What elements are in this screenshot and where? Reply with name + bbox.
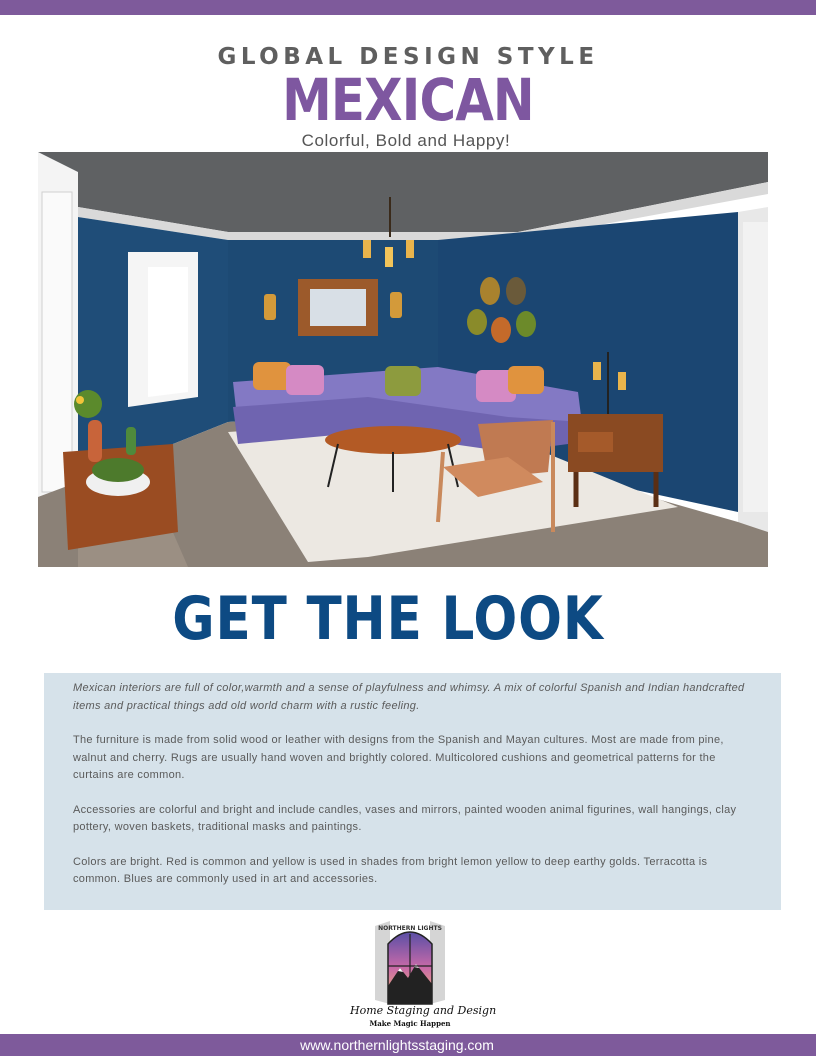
coffee-table: [325, 426, 461, 454]
page-kicker: GLOBAL DESIGN STYLE: [217, 44, 599, 70]
logo-window-icon: [350, 916, 470, 1006]
description-box: [44, 673, 781, 910]
company-logo: [350, 916, 497, 1031]
intro-paragraph: Mexican interiors are full of color,warmth and a sense of playfulness and whimsy. A mix of colorful Spanish and Indian handcrafted items and practical things add old world charm with a rustic feeling.: [73, 682, 745, 712]
logo-tagline: Make Magic Happen: [369, 1019, 451, 1028]
page-tagline: Colorful, Bold and Happy!: [301, 131, 511, 150]
logo-arc-text: NORTHERN LIGHTS: [378, 925, 442, 932]
section-headline: GET THE LOOK: [172, 584, 604, 654]
colors-paragraph: Colors are bright. Red is common and yellow is used in shades from bright lemon yellow to deep earthy golds. Terracotta is common. Blues are commonly used in art and accessories.: [73, 855, 708, 885]
website-link[interactable]: www.northernlightsstaging.com: [300, 1037, 494, 1053]
furniture-paragraph: The furniture is made from solid wood or leather with designs from the Spanish and Mayan cultures. Most are made from pine, walnut and cherry. Rugs are usually hand woven and brightly colored. Multicolored cushions and geometrical patterns for the curtains are common.: [73, 734, 724, 781]
accessories-paragraph: Accessories are colorful and bright and include candles, vases and mirrors, painted wooden animal figurines, wall hangings, clay pottery, woven baskets, traditional masks and paintings.: [73, 803, 737, 833]
room-illustration: [38, 152, 768, 567]
logo-script-text: Home Staging and Design: [350, 1004, 497, 1017]
top-accent-bar: [0, 0, 816, 15]
page-title: MEXICAN: [282, 66, 534, 134]
